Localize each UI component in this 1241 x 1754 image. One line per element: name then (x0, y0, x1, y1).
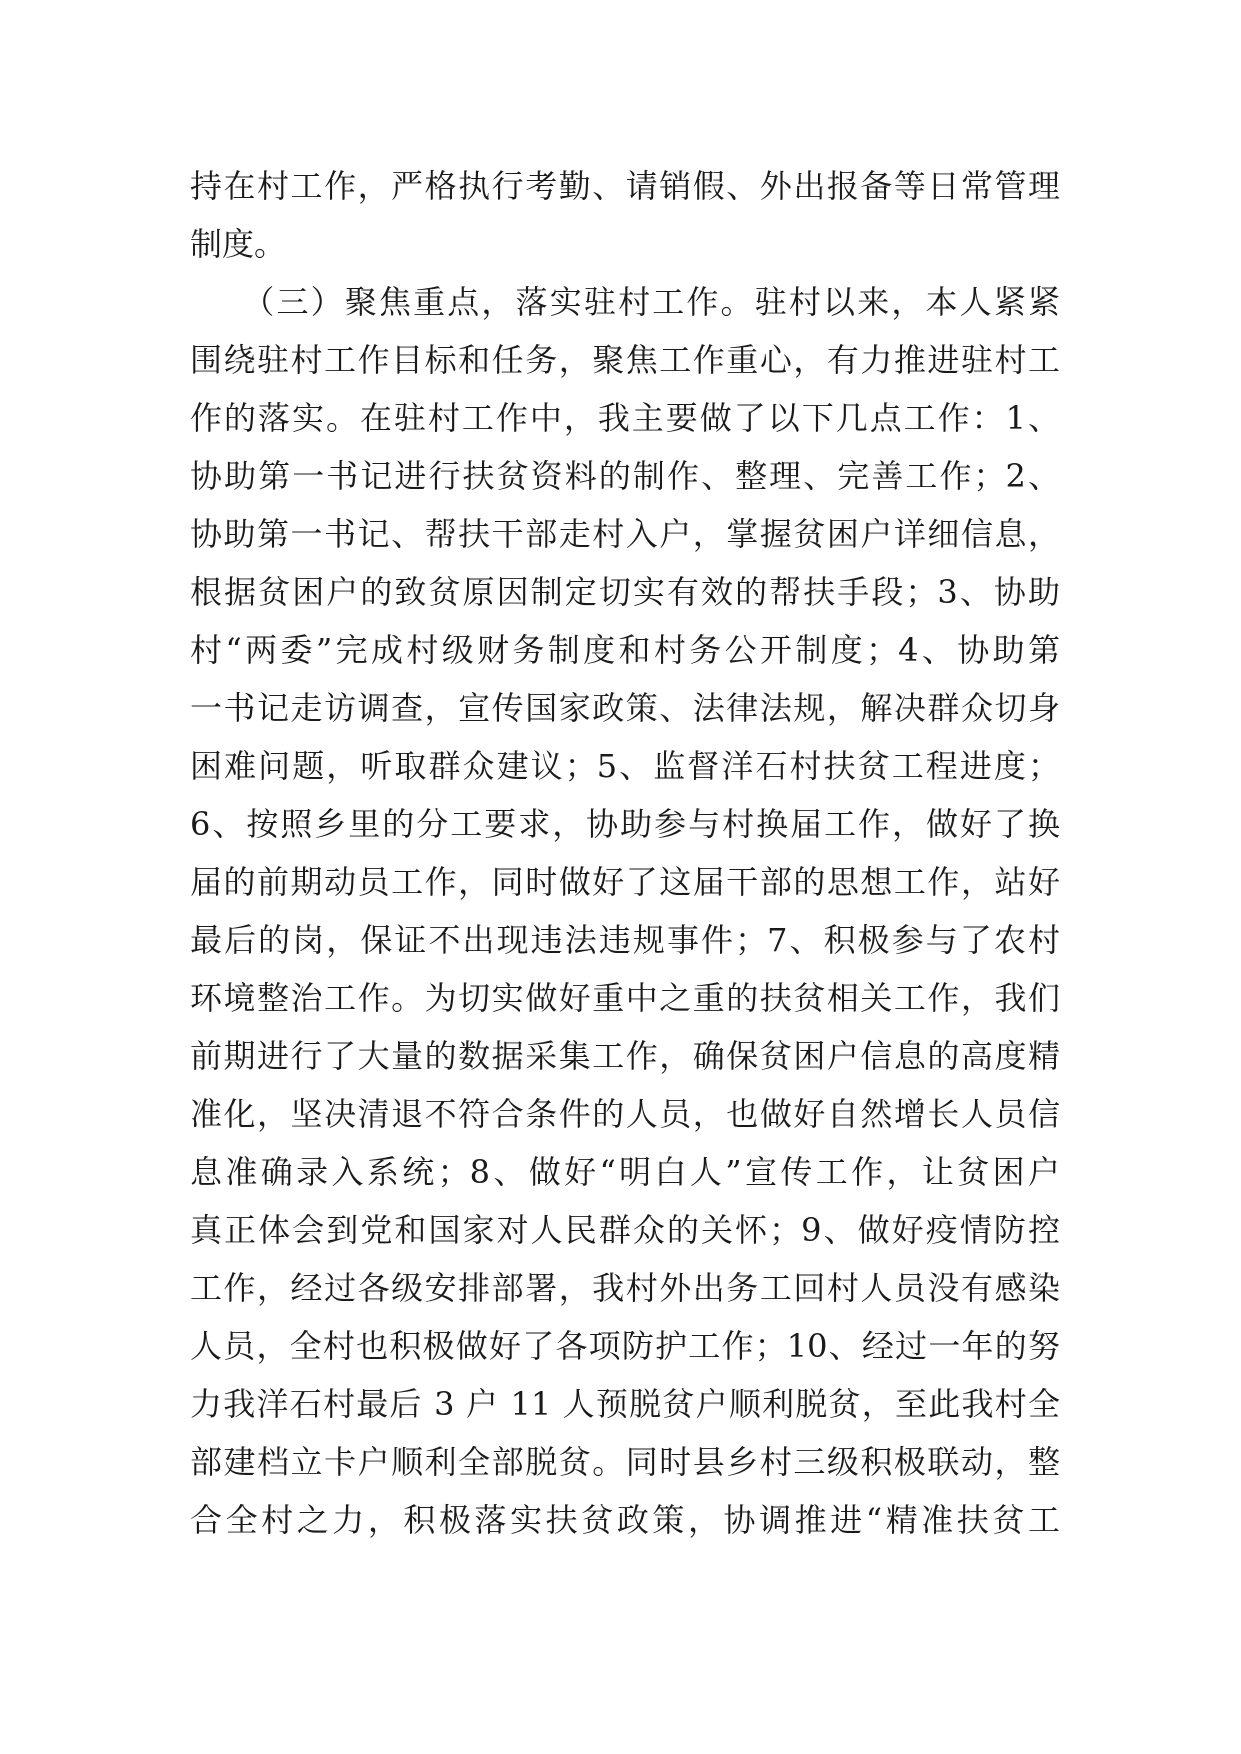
text-line: 围绕驻村工作目标和任务，聚焦工作重心，有力推进驻村工 (190, 341, 1060, 379)
text-line: 一书记走访调查，宣传国家政策、法律法规，解决群众切身 (190, 689, 1060, 727)
text-line: 人员，全村也积极做好了各项防护工作；10、经过一年的努 (190, 1327, 1060, 1365)
text-line: 制度。 (190, 225, 287, 263)
text-line: 力我洋石村最后 3 户 11 人预脱贫户顺利脱贫，至此我村全 (190, 1385, 1060, 1423)
text-line: 工作，经过各级安排部署，我村外出务工回村人员没有感染 (190, 1269, 1060, 1307)
text-line: 部建档立卡户顺利全部脱贫。同时县乡村三级积极联动，整 (190, 1443, 1060, 1481)
text-line: 准化，坚决清退不符合条件的人员，也做好自然增长人员信 (190, 1095, 1060, 1133)
text-line: 协助第一书记进行扶贫资料的制作、整理、完善工作；2、 (190, 457, 1060, 495)
text-line: 协助第一书记、帮扶干部走村入户，掌握贫困户详细信息， (190, 515, 1060, 553)
text-line: 前期进行了大量的数据采集工作，确保贫困户信息的高度精 (190, 1037, 1060, 1075)
text-line: 届的前期动员工作，同时做好了这届干部的思想工作，站好 (190, 863, 1060, 901)
document-body-text (190, 157, 1060, 1549)
text-line: （三）聚焦重点，落实驻村工作。驻村以来，本人紧紧 (190, 283, 1060, 321)
text-line: 根据贫困户的致贫原因制定切实有效的帮扶手段；3、协助 (190, 573, 1060, 611)
text-line: 持在村工作，严格执行考勤、请销假、外出报备等日常管理 (190, 167, 1060, 205)
text-line: 真正体会到党和国家对人民群众的关怀；9、做好疫情防控 (190, 1211, 1060, 1249)
text-line: 6、按照乡里的分工要求，协助参与村换届工作，做好了换 (190, 805, 1060, 843)
text-line: 环境整治工作。为切实做好重中之重的扶贫相关工作，我们 (190, 979, 1060, 1017)
text-line: 最后的岗，保证不出现违法违规事件；7、积极参与了农村 (190, 921, 1060, 959)
text-line: 合全村之力，积极落实扶贫政策，协调推进“精准扶贫工 (190, 1501, 1060, 1539)
text-line: 作的落实。在驻村工作中，我主要做了以下几点工作：1、 (190, 399, 1060, 437)
text-line: 村“两委”完成村级财务制度和村务公开制度；4、协助第 (190, 631, 1060, 669)
text-line: 困难问题，听取群众建议；5、监督洋石村扶贫工程进度； (190, 747, 1060, 785)
text-line: 息准确录入系统；8、做好“明白人”宣传工作，让贫困户 (190, 1153, 1060, 1191)
